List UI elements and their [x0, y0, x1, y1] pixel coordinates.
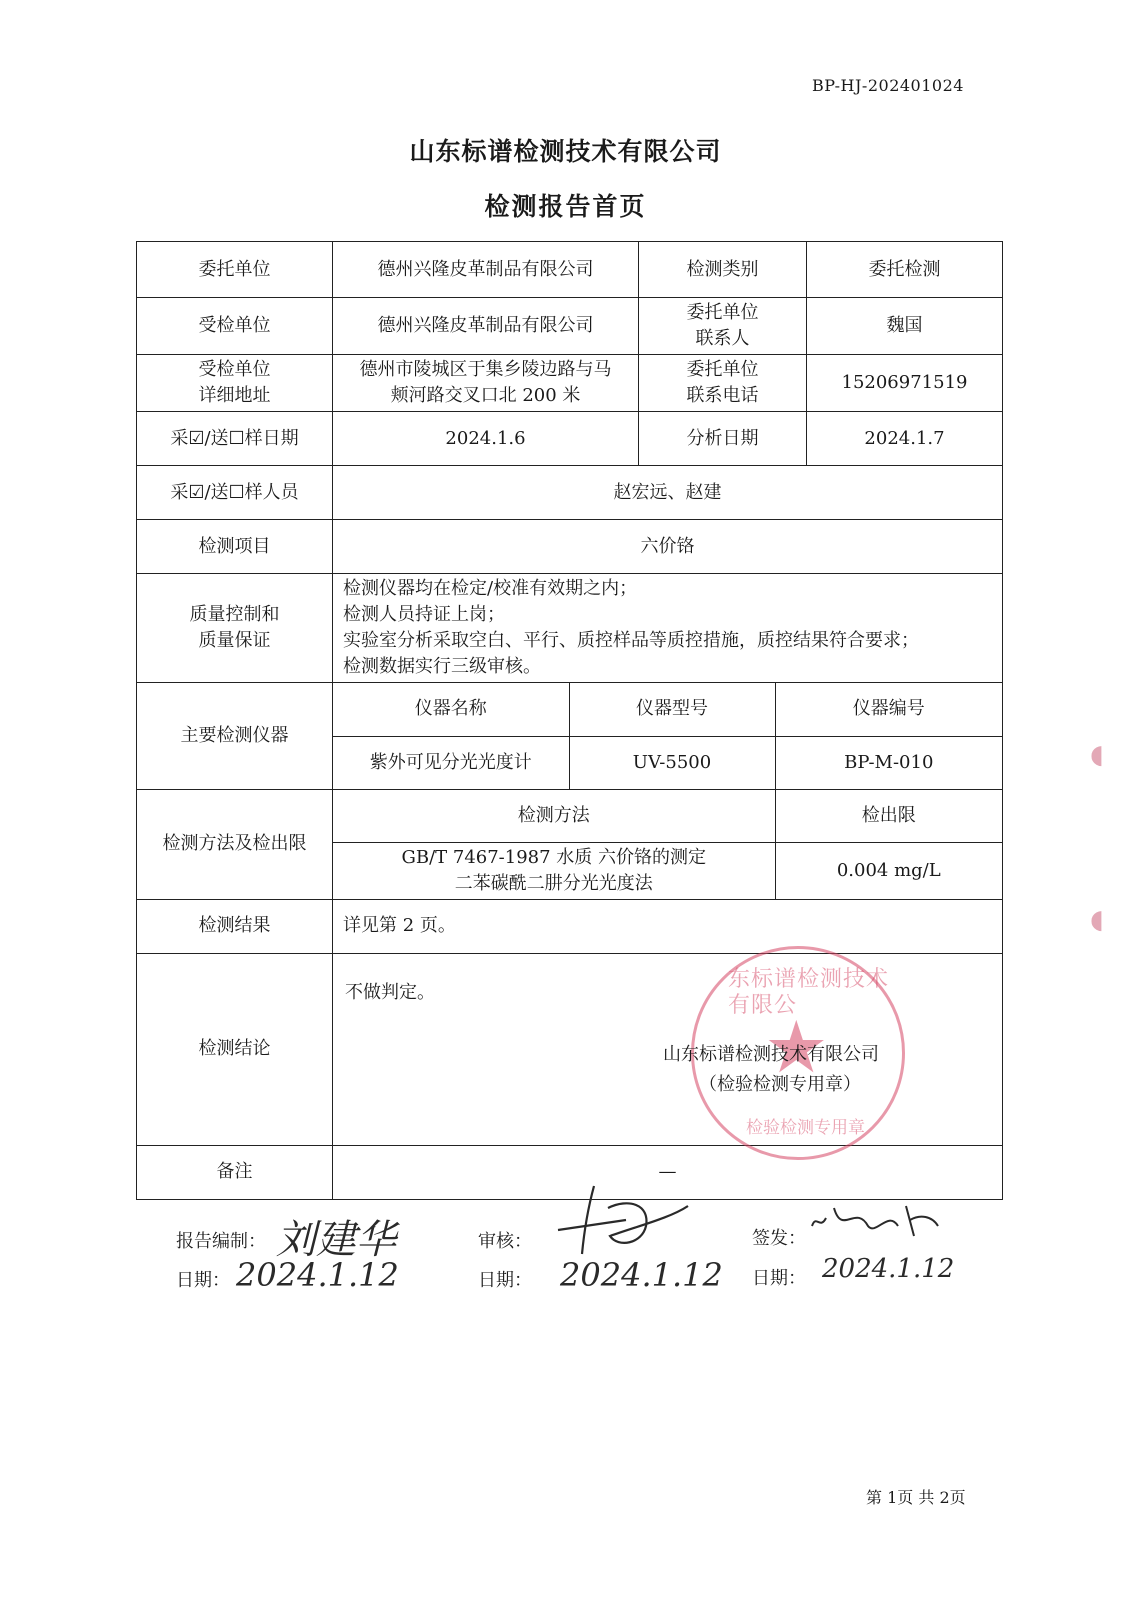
instrument-header-row: [333, 683, 1002, 736]
approve-date: 2024.1.12: [822, 1254, 955, 1284]
table-row: [137, 899, 1003, 953]
result-label: 检测结果: [137, 899, 333, 953]
qc-line: 实验室分析采取空白、平行、质控样品等质控措施，质控结果符合要求；: [343, 630, 919, 651]
contact-value: 魏国: [807, 298, 1003, 355]
sample-date-label: 采☑/送☐样日期: [137, 412, 333, 466]
address-label-line: 受检单位: [198, 359, 271, 380]
prepared-label: 报告编制：: [176, 1231, 266, 1252]
stamp-label: （检验检测专用章）: [699, 1073, 861, 1095]
table-row: [137, 574, 1003, 683]
qc-label-line: 质量保证: [198, 630, 271, 651]
result-value: 详见第 2 页。: [333, 899, 1003, 953]
approve-signature: [806, 1196, 946, 1246]
conclusion-value: 不做判定。: [345, 981, 435, 1003]
instrument-name: 紫外可见分光光度计: [369, 751, 532, 773]
table-row: [137, 242, 1003, 298]
report-id: BP-HJ-202401024: [812, 76, 964, 95]
instrument-row: [333, 736, 1002, 789]
instrument-label: 主要检测仪器: [137, 683, 333, 790]
client-label: 委托单位: [137, 242, 333, 298]
item-value: 六价铬: [333, 520, 1003, 574]
seal-fragment-mark: ◖: [1090, 905, 1104, 935]
seal-text-bottom: 检验检测专用章: [746, 1117, 865, 1138]
page-number: 第 1页 共 2页: [866, 1488, 966, 1507]
contact-label: [639, 298, 807, 355]
prepared-date-label: 日期：: [176, 1270, 230, 1291]
qc-label: [137, 574, 333, 683]
qc-line: 检测仪器均在检定/校准有效期之内；: [343, 578, 638, 599]
instrument-number: BP-M-010: [775, 736, 1002, 789]
instrument-header: 仪器名称: [333, 683, 569, 736]
table-row: [137, 520, 1003, 574]
remark-label: 备注: [137, 1145, 333, 1199]
remark-value: —: [333, 1145, 1003, 1199]
table-row: [137, 298, 1003, 355]
address-line: 颊河路交叉口北 200 米: [390, 385, 581, 406]
seal-fragment-mark: ◖: [1090, 740, 1104, 770]
table-row: [137, 683, 1003, 790]
conclusion-label: 检测结论: [137, 953, 333, 1145]
limit-header: 检出限: [775, 790, 1002, 842]
phone-label-line: 委托单位: [686, 359, 759, 380]
table-row: [137, 412, 1003, 466]
phone-label: [639, 355, 807, 412]
test-type-value: 委托检测: [807, 242, 1003, 298]
contact-label-line: 委托单位: [686, 302, 759, 323]
address-line: 德州市陵城区于集乡陵边路与马: [359, 359, 612, 380]
address-value: [333, 355, 639, 412]
review-date: 2024.1.12: [560, 1256, 723, 1294]
contact-label-line: 联系人: [695, 328, 750, 349]
stamp-company: 山东标谱检测技术有限公司: [663, 1043, 879, 1065]
item-label: 检测项目: [137, 520, 333, 574]
qc-line: 检测人员持证上岗；: [343, 604, 505, 625]
address-label: [137, 355, 333, 412]
table-row: [137, 790, 1003, 900]
seal-star-icon: ★: [764, 1004, 829, 1089]
address-label-line: 详细地址: [198, 385, 271, 406]
limit-value: 0.004 mg/L: [775, 842, 1002, 899]
instrument-cell: [333, 683, 1003, 790]
analysis-date-value: 2024.1.7: [807, 412, 1003, 466]
method-line: 二苯碳酰二肼分光光度法: [454, 872, 653, 894]
approve-label: 签发：: [752, 1228, 806, 1249]
qc-line: 检测数据实行三级审核。: [343, 656, 541, 677]
review-label: 审核：: [478, 1231, 532, 1252]
table-row: [137, 466, 1003, 520]
method-cell: [333, 790, 1003, 900]
phone-value: 15206971519: [807, 355, 1003, 412]
instrument-table: [333, 683, 1002, 789]
client-value: 德州兴隆皮革制品有限公司: [333, 242, 639, 298]
company-title: 山东标谱检测技术有限公司: [409, 137, 722, 166]
approve-date-label: 日期：: [752, 1268, 806, 1289]
instrument-header: 仪器编号: [775, 683, 1002, 736]
table-row: [137, 355, 1003, 412]
method-value: [333, 842, 775, 899]
seal-text-top: 东标谱检测技术有限公: [728, 966, 890, 1018]
qc-label-line: 质量控制和: [189, 604, 280, 625]
sample-date-value: 2024.1.6: [333, 412, 639, 466]
sampler-label: 采☑/送☐样人员: [137, 466, 333, 520]
review-date-label: 日期：: [478, 1270, 532, 1291]
prepared-date: 2024.1.12: [236, 1256, 399, 1294]
qc-content: [333, 574, 1003, 683]
method-label: 检测方法及检出限: [137, 790, 333, 900]
sampler-value: 赵宏远、赵建: [333, 466, 1003, 520]
method-header-row: [333, 790, 1002, 842]
method-line: GB/T 7467-1987 水质 六价铬的测定: [401, 846, 707, 868]
review-signature: [548, 1178, 698, 1258]
inspected-label: 受检单位: [137, 298, 333, 355]
method-table: [333, 790, 1002, 899]
test-type-label: 检测类别: [639, 242, 807, 298]
inspected-value: 德州兴隆皮革制品有限公司: [333, 298, 639, 355]
page-title: 检测报告首页: [484, 192, 647, 221]
analysis-date-label: 分析日期: [639, 412, 807, 466]
table-row: [137, 953, 1003, 1145]
prepared-signature: 刘建华: [276, 1217, 396, 1263]
report-table: [136, 241, 1003, 1200]
instrument-header: 仪器型号: [569, 683, 775, 736]
instrument-model: UV-5500: [569, 736, 775, 789]
method-header: 检测方法: [333, 790, 775, 842]
phone-label-line: 联系电话: [686, 385, 759, 406]
conclusion-cell: [333, 953, 1003, 1145]
method-row: [333, 842, 1002, 899]
